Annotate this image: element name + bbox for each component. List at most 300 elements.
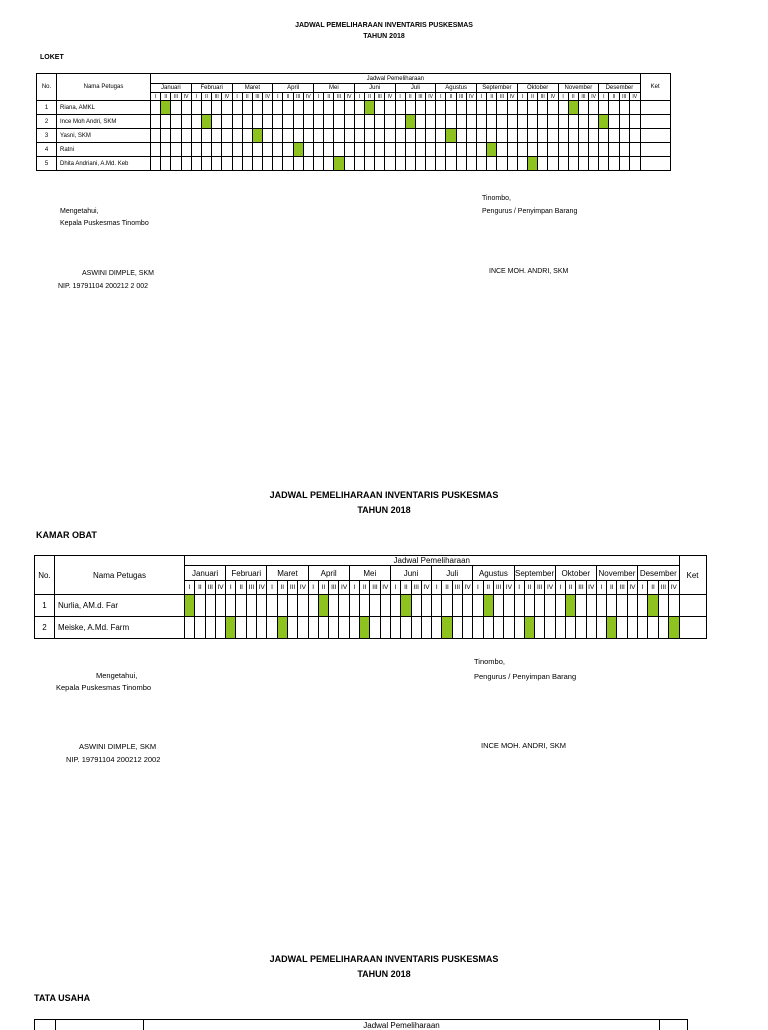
week-cell xyxy=(514,617,524,639)
week-header: III xyxy=(246,581,256,595)
week-header: IV xyxy=(586,581,596,595)
week-cell xyxy=(242,157,252,171)
week-cell xyxy=(375,115,385,129)
week-cell xyxy=(344,129,354,143)
week-cell xyxy=(545,595,555,617)
scheduled-week-cell xyxy=(185,595,195,617)
month-header: April xyxy=(273,84,314,93)
week-cell xyxy=(364,143,374,157)
week-cell xyxy=(599,143,609,157)
week-cell xyxy=(375,101,385,115)
week-cell xyxy=(314,115,324,129)
month-header: Maret xyxy=(267,566,308,581)
week-header: II xyxy=(607,581,617,595)
header-ket: Ket xyxy=(679,556,706,595)
week-cell xyxy=(232,157,242,171)
week-header: II xyxy=(324,93,334,101)
week-header: III xyxy=(411,581,421,595)
schedule-table-kamar-obat xyxy=(34,555,707,639)
week-header: IV xyxy=(589,93,599,101)
week-cell xyxy=(314,129,324,143)
week-cell xyxy=(517,101,527,115)
week-cell xyxy=(252,101,262,115)
week-header: II xyxy=(405,93,415,101)
week-cell xyxy=(487,115,497,129)
week-cell xyxy=(360,595,370,617)
week-cell xyxy=(558,129,568,143)
week-cell xyxy=(151,157,161,171)
week-cell xyxy=(477,157,487,171)
week-cell xyxy=(548,101,558,115)
week-cell xyxy=(617,617,627,639)
scheduled-week-cell xyxy=(487,143,497,157)
week-cell xyxy=(629,115,640,129)
week-cell xyxy=(609,115,619,129)
week-cell xyxy=(477,101,487,115)
week-header: II xyxy=(242,93,252,101)
week-cell xyxy=(195,595,205,617)
scheduled-week-cell xyxy=(565,595,575,617)
week-cell xyxy=(246,617,256,639)
week-cell xyxy=(497,143,507,157)
month-header: Juli xyxy=(395,84,436,93)
week-header: III xyxy=(212,93,222,101)
week-cell xyxy=(375,143,385,157)
week-cell xyxy=(161,157,171,171)
week-cell xyxy=(456,129,466,143)
table-row xyxy=(37,157,671,171)
week-header: III xyxy=(493,581,503,595)
week-cell xyxy=(483,617,493,639)
week-header: IV xyxy=(339,581,349,595)
week-cell xyxy=(354,101,364,115)
week-cell xyxy=(257,617,267,639)
week-cell xyxy=(329,617,339,639)
week-cell xyxy=(555,595,565,617)
week-cell xyxy=(380,617,390,639)
week-cell xyxy=(576,617,586,639)
week-cell xyxy=(375,129,385,143)
week-cell xyxy=(436,143,446,157)
week-cell xyxy=(171,157,181,171)
week-cell xyxy=(273,129,283,143)
week-header: I xyxy=(432,581,442,595)
week-cell xyxy=(421,595,431,617)
week-cell xyxy=(354,143,364,157)
week-cell xyxy=(303,115,313,129)
week-cell xyxy=(242,143,252,157)
week-cell xyxy=(324,101,334,115)
week-cell xyxy=(303,129,313,143)
week-cell xyxy=(497,115,507,129)
week-cell xyxy=(565,617,575,639)
week-cell xyxy=(401,617,411,639)
week-cell xyxy=(303,157,313,171)
week-cell xyxy=(487,129,497,143)
week-cell xyxy=(487,157,497,171)
section1-left-sig-nip: NIP. 19791104 200212 2 002 xyxy=(58,283,149,290)
week-cell xyxy=(599,129,609,143)
week-cell xyxy=(318,617,328,639)
week-cell xyxy=(629,157,640,171)
week-cell xyxy=(609,101,619,115)
row-name: Nurlia, AM.d. Far xyxy=(55,595,185,617)
week-cell xyxy=(191,101,201,115)
week-header: IV xyxy=(257,581,267,595)
week-cell xyxy=(599,157,609,171)
row-ket xyxy=(640,115,670,129)
week-cell xyxy=(538,101,548,115)
week-cell xyxy=(293,101,303,115)
week-header: IV xyxy=(181,93,191,101)
week-cell xyxy=(181,157,191,171)
scheduled-week-cell xyxy=(442,617,452,639)
week-header: IV xyxy=(507,93,517,101)
row-ket xyxy=(640,101,670,115)
week-cell xyxy=(215,595,225,617)
week-cell xyxy=(456,115,466,129)
week-header: II xyxy=(568,93,578,101)
week-header: I xyxy=(436,93,446,101)
week-cell xyxy=(334,143,344,157)
week-cell xyxy=(548,157,558,171)
week-cell xyxy=(619,129,629,143)
week-cell xyxy=(273,115,283,129)
week-cell xyxy=(283,143,293,157)
week-header: IV xyxy=(426,93,436,101)
week-header: II xyxy=(195,581,205,595)
week-header: II xyxy=(401,581,411,595)
week-cell xyxy=(507,101,517,115)
week-cell xyxy=(568,157,578,171)
week-cell xyxy=(215,617,225,639)
week-cell xyxy=(222,157,232,171)
week-cell xyxy=(405,129,415,143)
week-cell xyxy=(548,129,558,143)
scheduled-week-cell xyxy=(524,617,534,639)
week-cell xyxy=(426,129,436,143)
week-cell xyxy=(599,101,609,115)
week-header: II xyxy=(201,93,211,101)
week-cell xyxy=(415,129,425,143)
week-cell xyxy=(497,157,507,171)
week-cell xyxy=(314,157,324,171)
week-cell xyxy=(385,157,395,171)
week-cell xyxy=(181,129,191,143)
week-cell xyxy=(609,143,619,157)
table-row xyxy=(37,101,671,115)
row-no: 2 xyxy=(37,115,57,129)
week-cell xyxy=(411,617,421,639)
week-cell xyxy=(627,595,637,617)
week-cell xyxy=(181,143,191,157)
week-cell xyxy=(493,595,503,617)
scheduled-week-cell xyxy=(483,595,493,617)
month-header: Agustus xyxy=(436,84,477,93)
week-header: I xyxy=(596,581,606,595)
week-cell xyxy=(405,157,415,171)
row-no: 5 xyxy=(37,157,57,171)
week-header: IV xyxy=(215,581,225,595)
week-cell xyxy=(395,115,405,129)
week-header: I xyxy=(267,581,277,595)
week-cell xyxy=(436,115,446,129)
month-header: Januari xyxy=(185,566,226,581)
month-header: Juli xyxy=(432,566,473,581)
week-header: II xyxy=(236,581,246,595)
week-header: IV xyxy=(504,581,514,595)
week-cell xyxy=(466,129,476,143)
week-cell xyxy=(201,157,211,171)
week-header: I xyxy=(273,93,283,101)
week-header: II xyxy=(648,581,658,595)
week-cell xyxy=(151,115,161,129)
week-header: IV xyxy=(545,581,555,595)
week-cell xyxy=(527,101,537,115)
week-header: II xyxy=(161,93,171,101)
week-cell xyxy=(619,157,629,171)
week-cell xyxy=(339,595,349,617)
week-cell xyxy=(212,157,222,171)
week-cell xyxy=(558,143,568,157)
week-cell xyxy=(232,129,242,143)
week-cell xyxy=(324,115,334,129)
scheduled-week-cell xyxy=(318,595,328,617)
week-cell xyxy=(446,143,456,157)
week-cell xyxy=(314,143,324,157)
week-header: I xyxy=(555,581,565,595)
week-header: III xyxy=(287,581,297,595)
week-cell xyxy=(181,115,191,129)
week-cell xyxy=(405,101,415,115)
week-cell xyxy=(426,115,436,129)
week-cell xyxy=(609,129,619,143)
week-cell xyxy=(477,115,487,129)
section1-title: JADWAL PEMELIHARAAN INVENTARIS PUSKESMAS xyxy=(295,22,473,29)
week-cell xyxy=(314,101,324,115)
week-cell xyxy=(263,129,273,143)
week-cell xyxy=(568,143,578,157)
week-cell xyxy=(232,115,242,129)
week-cell xyxy=(344,101,354,115)
scheduled-week-cell xyxy=(648,595,658,617)
week-cell xyxy=(324,143,334,157)
week-cell xyxy=(293,157,303,171)
week-header: II xyxy=(524,581,534,595)
week-cell xyxy=(545,617,555,639)
week-header: III xyxy=(415,93,425,101)
week-header: III xyxy=(619,93,629,101)
week-cell xyxy=(477,129,487,143)
week-cell xyxy=(205,617,215,639)
week-cell xyxy=(456,143,466,157)
week-header: I xyxy=(151,93,161,101)
week-header: I xyxy=(354,93,364,101)
week-cell xyxy=(524,595,534,617)
week-cell xyxy=(507,115,517,129)
week-cell xyxy=(548,115,558,129)
week-cell xyxy=(201,101,211,115)
row-name: Ince Moh Andri, SKM xyxy=(57,115,151,129)
scheduled-week-cell xyxy=(446,129,456,143)
week-cell xyxy=(171,129,181,143)
week-header: IV xyxy=(298,581,308,595)
week-header: I xyxy=(558,93,568,101)
week-cell xyxy=(151,129,161,143)
row-ket xyxy=(640,143,670,157)
week-header: II xyxy=(277,581,287,595)
week-cell xyxy=(517,129,527,143)
tata-usaha-schedule-header: Jadwal Pemeliharaan xyxy=(363,1021,440,1030)
week-cell xyxy=(463,617,473,639)
month-header: Oktober xyxy=(517,84,558,93)
week-cell xyxy=(426,157,436,171)
month-header: September xyxy=(514,566,555,581)
section2-left-sig-nip: NIP. 19791104 200212 2002 xyxy=(66,755,161,764)
week-cell xyxy=(293,115,303,129)
week-cell xyxy=(395,157,405,171)
week-cell xyxy=(538,129,548,143)
week-cell xyxy=(473,595,483,617)
week-header: I xyxy=(232,93,242,101)
scheduled-week-cell xyxy=(405,115,415,129)
section2-year: TAHUN 2018 xyxy=(357,505,411,515)
week-cell xyxy=(466,157,476,171)
week-header: I xyxy=(390,581,400,595)
month-header: April xyxy=(308,566,349,581)
week-header: III xyxy=(171,93,181,101)
week-cell xyxy=(629,101,640,115)
scheduled-week-cell xyxy=(252,129,262,143)
week-cell xyxy=(263,101,273,115)
week-header: I xyxy=(308,581,318,595)
week-cell xyxy=(421,617,431,639)
week-header: III xyxy=(334,93,344,101)
week-cell xyxy=(589,115,599,129)
week-header: IV xyxy=(466,93,476,101)
week-cell xyxy=(171,143,181,157)
week-header: I xyxy=(191,93,201,101)
week-cell xyxy=(395,101,405,115)
month-header: Februari xyxy=(191,84,232,93)
week-cell xyxy=(354,115,364,129)
week-cell xyxy=(535,617,545,639)
week-header: I xyxy=(395,93,405,101)
table-row xyxy=(35,617,707,639)
month-header: Desember xyxy=(638,566,679,581)
week-cell xyxy=(205,595,215,617)
scheduled-week-cell xyxy=(360,617,370,639)
week-cell xyxy=(344,157,354,171)
week-cell xyxy=(334,101,344,115)
row-ket xyxy=(640,129,670,143)
week-cell xyxy=(385,115,395,129)
week-header: III xyxy=(293,93,303,101)
week-cell xyxy=(668,595,679,617)
week-cell xyxy=(303,143,313,157)
row-ket xyxy=(640,157,670,171)
section2-title: JADWAL PEMELIHARAAN INVENTARIS PUSKESMAS xyxy=(269,490,499,500)
week-cell xyxy=(339,617,349,639)
week-cell xyxy=(578,101,588,115)
week-cell xyxy=(504,595,514,617)
section1-right-sig-place: Tinombo, xyxy=(482,195,511,202)
week-cell xyxy=(185,617,195,639)
header-no: No. xyxy=(37,74,57,101)
week-cell xyxy=(298,595,308,617)
week-cell xyxy=(273,101,283,115)
week-cell xyxy=(324,157,334,171)
week-cell xyxy=(578,115,588,129)
week-cell xyxy=(538,157,548,171)
week-cell xyxy=(283,115,293,129)
section1-left-sig-name: ASWINI DIMPLE, SKM xyxy=(82,270,154,277)
row-ket xyxy=(679,617,706,639)
week-header: IV xyxy=(385,93,395,101)
week-cell xyxy=(222,101,232,115)
week-cell xyxy=(517,115,527,129)
week-cell xyxy=(324,129,334,143)
week-cell xyxy=(432,617,442,639)
week-cell xyxy=(568,129,578,143)
week-cell xyxy=(456,157,466,171)
week-header: I xyxy=(638,581,648,595)
week-cell xyxy=(273,157,283,171)
week-cell xyxy=(507,129,517,143)
week-cell xyxy=(354,157,364,171)
week-header: I xyxy=(185,581,195,595)
section3-title: JADWAL PEMELIHARAAN INVENTARIS PUSKESMAS xyxy=(269,954,499,964)
section2-label: KAMAR OBAT xyxy=(36,530,97,540)
week-header: I xyxy=(599,93,609,101)
scheduled-week-cell xyxy=(334,157,344,171)
week-cell xyxy=(446,115,456,129)
week-cell xyxy=(586,617,596,639)
scheduled-week-cell xyxy=(568,101,578,115)
week-cell xyxy=(517,157,527,171)
week-cell xyxy=(415,101,425,115)
week-cell xyxy=(497,101,507,115)
week-cell xyxy=(589,157,599,171)
week-cell xyxy=(487,101,497,115)
week-cell xyxy=(463,595,473,617)
month-header: November xyxy=(596,566,637,581)
month-header: Juni xyxy=(354,84,395,93)
week-cell xyxy=(415,115,425,129)
scheduled-week-cell xyxy=(364,101,374,115)
week-cell xyxy=(222,143,232,157)
week-header: III xyxy=(456,93,466,101)
week-cell xyxy=(364,115,374,129)
section2-right-sig-role: Pengurus / Penyimpan Barang xyxy=(474,672,577,681)
row-name: Dhita Andriani, A.Md. Keb xyxy=(57,157,151,171)
week-cell xyxy=(648,617,658,639)
row-name: Yasni, SKM xyxy=(57,129,151,143)
week-header: I xyxy=(477,93,487,101)
week-cell xyxy=(658,595,668,617)
week-cell xyxy=(473,617,483,639)
table-row xyxy=(37,115,671,129)
scheduled-week-cell xyxy=(599,115,609,129)
row-ket xyxy=(679,595,706,617)
week-cell xyxy=(466,115,476,129)
week-cell xyxy=(548,143,558,157)
week-cell xyxy=(527,129,537,143)
week-cell xyxy=(609,157,619,171)
week-cell xyxy=(442,595,452,617)
header-no: No. xyxy=(35,556,55,595)
week-cell xyxy=(226,595,236,617)
